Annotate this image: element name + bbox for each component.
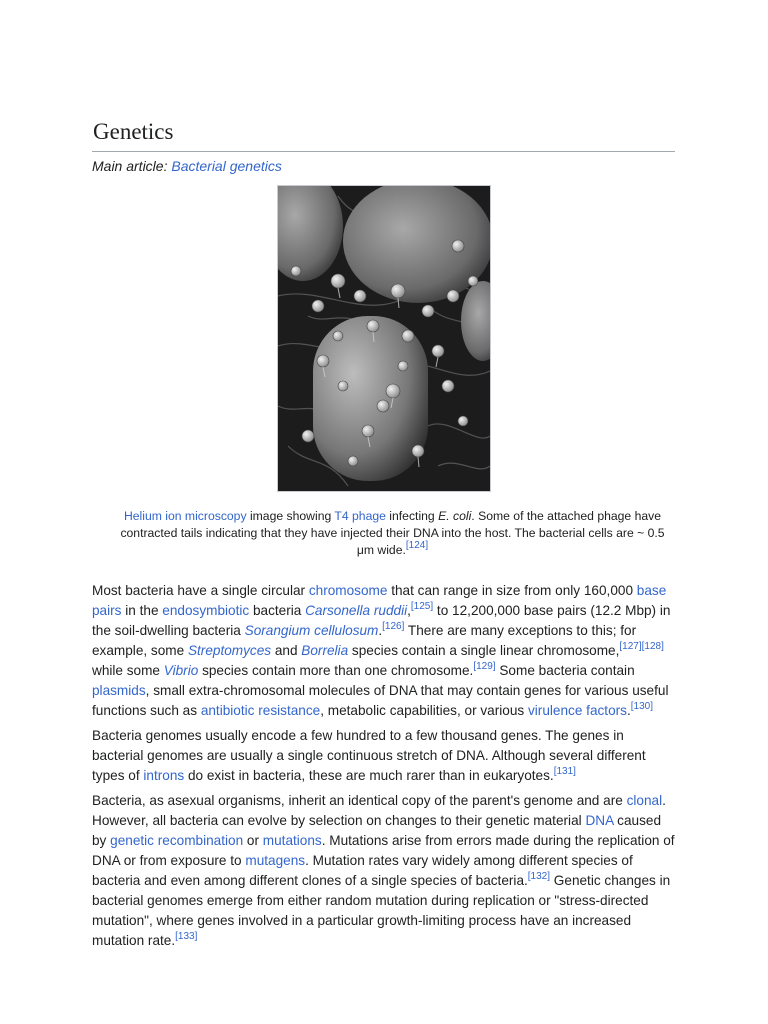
link-dna[interactable]: DNA (585, 812, 614, 828)
text: Some bacteria contain (495, 662, 635, 678)
reference-link[interactable]: [133] (175, 930, 198, 942)
text: , (407, 602, 411, 618)
link-clonal[interactable]: clonal (626, 792, 663, 808)
text: There are many exceptions to this; for example, some (92, 622, 637, 658)
reference-link[interactable]: [132] (527, 870, 551, 882)
section-heading: Genetics (92, 118, 675, 152)
reference-link[interactable]: [129] (473, 660, 496, 672)
link-chromosome[interactable]: chromosome (308, 582, 388, 598)
text: to 12,200,000 base pairs (12.2 Mbp) in the soil-dwelling bacteria (92, 602, 671, 638)
text: . Mutation rates vary widely among different species of bacteria and even among different clones of a single species of bacteria. (92, 852, 633, 888)
text: Genetic changes in bacterial genomes emerge from either random mutation during replication or "stress-directed mutation", where genes involved in a particular growth-limiting process have an increased mutation rate. (92, 872, 671, 948)
link-mutagens[interactable]: mutagens (245, 852, 306, 868)
link-sorangium-cellulosum[interactable]: Sorangium cellulosum (244, 622, 379, 638)
text: in the (121, 602, 163, 618)
link-endosymbiotic[interactable]: endosymbiotic (162, 602, 250, 618)
text: while some (92, 662, 164, 678)
text: Bacteria, as asexual organisms, inherit an identical copy of the parent's genome and are (92, 792, 627, 808)
link-streptomyces[interactable]: Streptomyces (187, 642, 272, 658)
caption-text: infecting (385, 508, 439, 523)
text: . Mutations arise from errors made during the replication of DNA or from exposure to (92, 832, 675, 868)
text: Bacteria genomes usually encode a few hundred to a few thousand genes. The genes in bacterial genomes are usually a single continuous stretch of DNA. Although several different types of (92, 727, 646, 783)
text: and (271, 642, 302, 658)
hatnote (92, 157, 675, 175)
text: or (243, 832, 263, 848)
article-section (92, 118, 675, 956)
link-introns[interactable]: introns (143, 767, 185, 783)
reference-link[interactable]: [125] (410, 600, 434, 612)
main-article-link[interactable]: Bacterial genetics (171, 157, 282, 174)
link-plasmids[interactable]: plasmids (92, 682, 146, 698)
reference-link[interactable]: [131] (553, 765, 576, 777)
figure-caption (112, 508, 673, 559)
link-vibrio[interactable]: Vibrio (163, 662, 199, 678)
text: that can range in size from only 160,000 (387, 582, 637, 598)
text: species contain more than one chromosome. (198, 662, 474, 678)
text: , small extra-chromosomal molecules of DNA that may contain genes for various useful functions such as (92, 682, 669, 718)
link-borrelia[interactable]: Borrelia (301, 642, 349, 658)
caption-text: . Some of the attached phage have contracted tails indicating that they have injected their DNA into the host. The bacterial cells are ~ 0.5 μm wide. (120, 508, 665, 557)
link-antibiotic-resistance[interactable]: antibiotic resistance (200, 702, 321, 718)
figure (92, 185, 675, 559)
paragraph-genomes (92, 726, 675, 786)
reference-link[interactable]: [128] (641, 640, 664, 652)
link-base-pairs[interactable]: base pairs (92, 582, 667, 618)
link-virulence-factors[interactable]: virulence factors (527, 702, 627, 718)
text: caused by (92, 812, 662, 848)
text: . (378, 622, 383, 638)
reference-link[interactable]: [126] (382, 620, 405, 632)
caption-link-helium-ion-microscopy[interactable]: Helium ion microscopy (123, 508, 247, 523)
caption-link-t4-phage[interactable]: T4 phage (334, 508, 386, 523)
reference-link[interactable]: [124] (405, 539, 429, 551)
reference-link[interactable]: [130] (630, 700, 653, 712)
text: do exist in bacteria, these are much rarer than in eukaryotes. (184, 767, 554, 783)
hatnote-prefix: Main article: (92, 157, 172, 174)
link-mutations[interactable]: mutations (262, 832, 322, 848)
paragraph-chromosomes (92, 581, 675, 721)
text: . However, all bacteria can evolve by selection on changes to their genetic material (92, 792, 666, 828)
text: Most bacteria have a single circular (92, 582, 309, 598)
caption-text: image showing (246, 508, 335, 523)
text: species contain a single linear chromosome, (348, 642, 620, 658)
text: , metabolic capabilities, or various (320, 702, 528, 718)
text: . (626, 702, 631, 718)
reference-link[interactable]: [127] (619, 640, 642, 652)
paragraph-mutation (92, 791, 675, 951)
link-carsonella-ruddii[interactable]: Carsonella ruddii (305, 602, 408, 618)
text: bacteria (249, 602, 306, 618)
link-genetic-recombination[interactable]: genetic recombination (110, 832, 244, 848)
caption-italic-e-coli: E. coli (438, 508, 472, 523)
microscopy-image[interactable] (277, 185, 491, 492)
